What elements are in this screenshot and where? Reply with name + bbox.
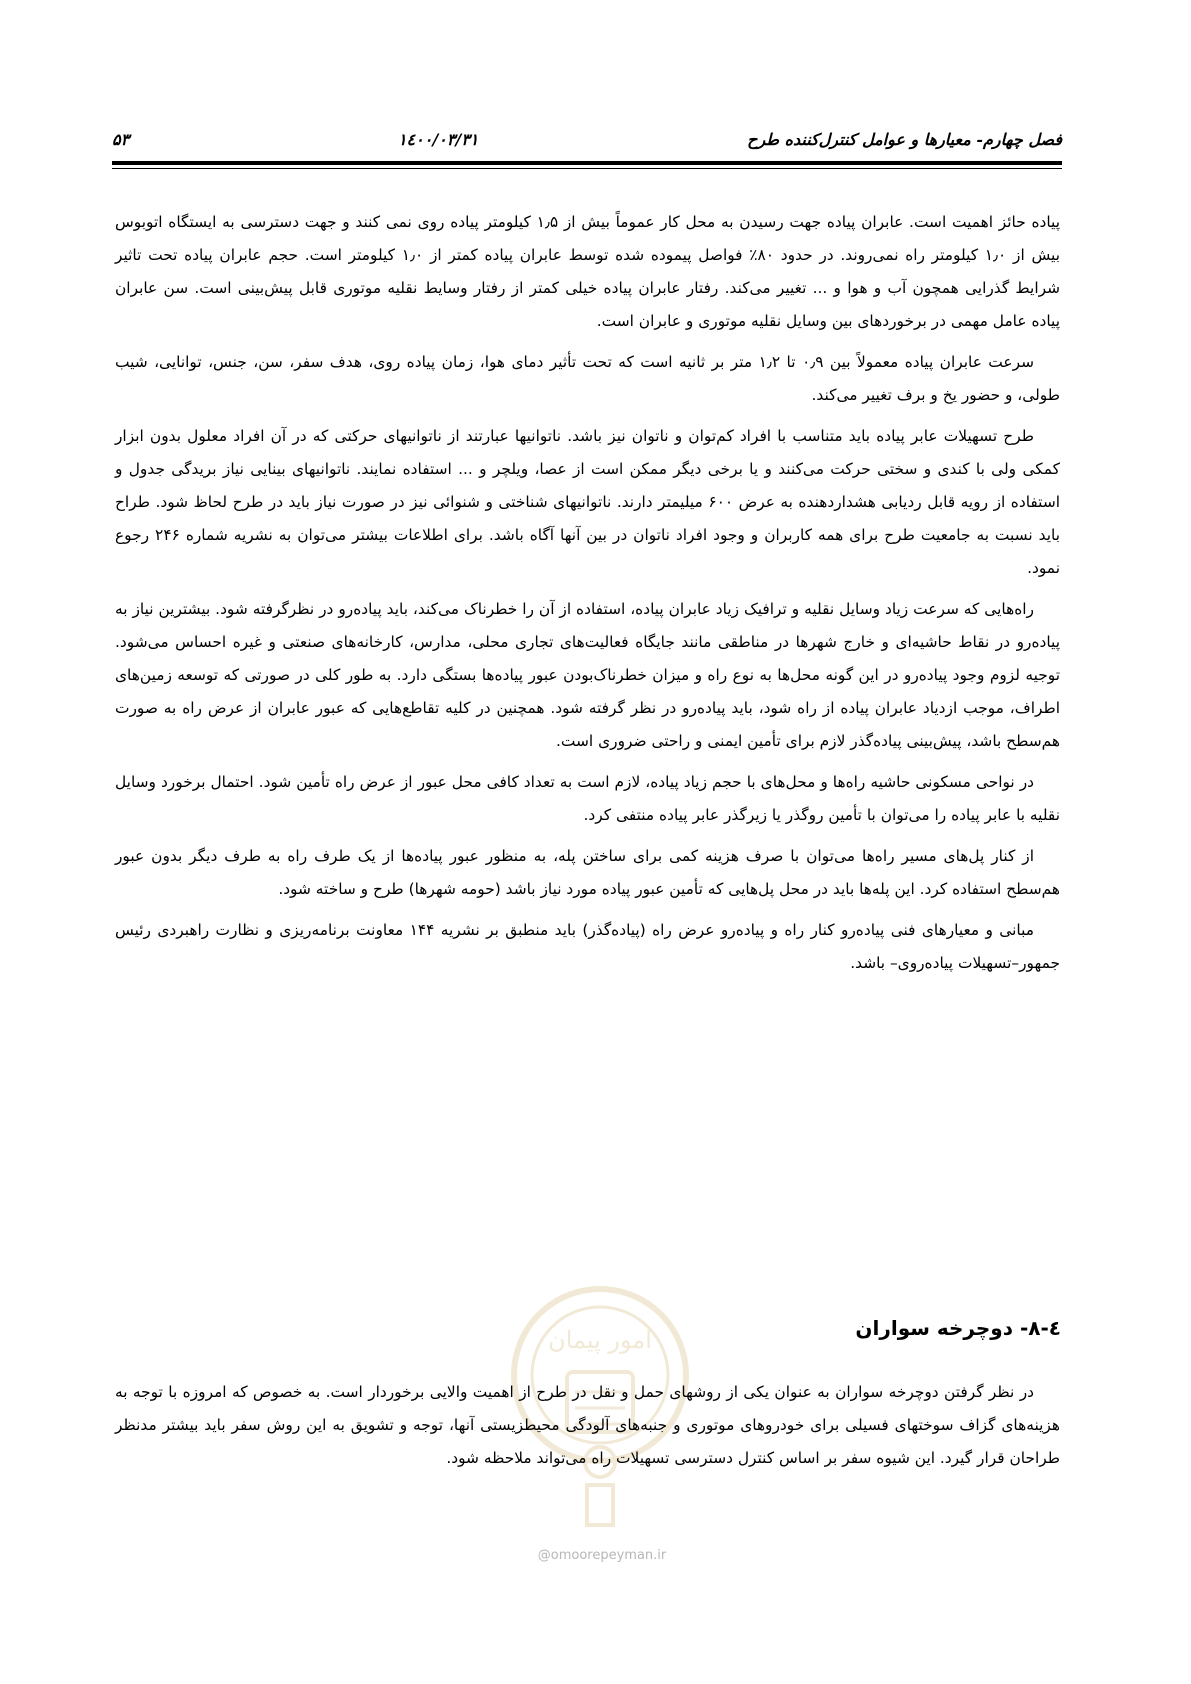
section-heading: ٤-۸- دوچرخه سواران <box>855 1316 1061 1340</box>
paragraph: در نواحی مسکونی حاشیه راه‌ها و محل‌های با حجم زیاد پیاده، لازم است به تعداد کافی محل عبور از عرض راه تأمین شود. احتمال برخورد وسایل نقلیه با عابر پیاده را می‌توان با تأمین روگذر یا زیرگذر عابر پیاده منتفی کرد. <box>115 773 1060 824</box>
header-rule-thick <box>112 161 1062 165</box>
page-header <box>112 122 1062 156</box>
header-rule-thin <box>112 168 1062 169</box>
page-number: ۵۳ <box>112 129 130 149</box>
body-text <box>115 206 1060 988</box>
paragraph: مبانی و معیارهای فنی پیاده‌رو کنار راه و پیاده‌رو عرض راه (پیاده‌گذر) باید منطبق بر نشریه ۱۴۴ معاونت برنامه‌ریزی و نظارت راهبردی رئیس جمهور–تسهیلات پیاده‌روی– باشد. <box>115 921 1060 972</box>
section-body <box>115 1376 1060 1475</box>
paragraph: پیاده حائز اهمیت است. عابران پیاده جهت رسیدن به محل کار عموماً بیش از ۱٫۵ کیلومتر پیاده روی نمی کنند و جهت دسترسی به ایستگاه اتوبوس بیش از ۱٫۰ کیلومتر راه نمی‌روند. در حدود ۸۰٪ فواصل پیموده شده توسط عابران پیاده کمتر از ۱٫۰ کیلومتر است. حجم عابران پیاده تحت تاثیر شرایط گذرایی همچون آب و هوا و ... تغییر می‌کند. رفتار عابران پیاده خیلی کمتر از رفتار وسایط نقلیه موتوری قابل پیش‌بینی است. سن عابران پیاده عامل مهمی در برخوردهای بین وسایل نقلیه موتوری و عابران است. <box>115 213 1060 330</box>
watermark-url: @omoorepeyman.ir <box>537 1548 667 1563</box>
paragraph: سرعت عابران پیاده معمولاً بین ۰٫۹ تا ۱٫۲ متر بر ثانیه است که تحت تأثیر دمای هوا، زمان پیاده روی، هدف سفر، سن، جنس، توانایی، شیب طولی، و حضور یخ و برف تغییر می‌کند. <box>115 353 1060 404</box>
paragraph: راه‌هایی که سرعت زیاد وسایل نقلیه و ترافیک زیاد عابران پیاده، استفاده از آن را خطرناک می‌کند، باید پیاده‌رو در نظرگرفته شود. بیشترین نیاز به پیاده‌رو در نقاط حاشیه‌ای و خارج شهرها در مناطقی مانند جایگاه فعالیت‌های تجاری محلی، مدارس، کارخانه‌های صنعتی و غیره احساس می‌شود. توجیه لزوم وجود پیاده‌رو در این گونه محل‌ها به نوع راه و میزان خطرناک‌بودن عبور پیاده‌ها بستگی دارد. به طور کلی در صورتی که توسعه زمین‌های اطراف، موجب ازدیاد عابران پیاده از راه شود، باید پیاده‌رو در نظر گرفته شود. همچنین در کلیه تقاطع‌هایی که عبور عابران از عرض راه به صورت هم‌سطح باشد، پیش‌بینی پیاده‌گذر لازم برای تأمین ایمنی و راحتی ضروری است. <box>115 600 1060 750</box>
chapter-title: فصل چهارم- معیارها و عوامل کنترل‌کننده طرح <box>747 129 1062 149</box>
header-date: ۱٤۰۰/۰۳/۳۱ <box>397 129 479 149</box>
paragraph: در نظر گرفتن دوچرخه سواران به عنوان یکی از روشهای حمل و نقل در طرح از اهمیت والایی برخوردار است. به خصوص که امروزه با توجه به هزینه‌های گزاف سوختهای فسیلی برای خودروهای موتوری و جنبه‌های آلودگی محیطزیستی آنها، توجه و تشویق به این روش سفر باید بیشتر مدنظر طراحان قرار گیرد. این شیوه سفر بر اساس کنترل دسترسی تسهیلات راه می‌تواند ملاحظه شود. <box>115 1383 1060 1467</box>
paragraph: طرح تسهیلات عابر پیاده باید متناسب با افراد کم‌توان و ناتوان نیز باشد. ناتوانیها عبارتند از ناتوانیهای حرکتی که در آن افراد معلول بدون ابزار کمکی ولی با کندی و سختی حرکت می‌کنند و یا برخی دیگر ممکن است از عصا، ویلچر و ... استفاده نمایند. ناتوانیهای بینایی نیاز بریدگی جدول و استفاده از رویه قابل ردیابی هشداردهنده به عرض ۶۰۰ میلیمتر دارند. ناتوانیهای شناختی و شنوائی نیز در صورت نیاز باید در طرح لحاظ شود. طراح باید نسبت به جامعیت طرح برای همه کاربران و وجود افراد ناتوان در بین آنها آگاه باشد. برای اطلاعات بیشتر می‌توان به نشریه شماره ۲۴۶ رجوع نمود. <box>115 427 1060 577</box>
paragraph: از کنار پل‌های مسیر راه‌ها می‌توان با صرف هزینه کمی برای ساختن پله، به منظور عبور پیاده‌ها از یک طرف راه به طرف دیگر بدون عبور هم‌سطح استفاده کرد. این پله‌ها باید در محل پل‌هایی که تأمین عبور پیاده مورد نیاز باشد (حومه شهرها) طرح و ساخته شود. <box>115 847 1060 898</box>
watermark-logo-text: امور پیمان <box>548 1326 652 1354</box>
